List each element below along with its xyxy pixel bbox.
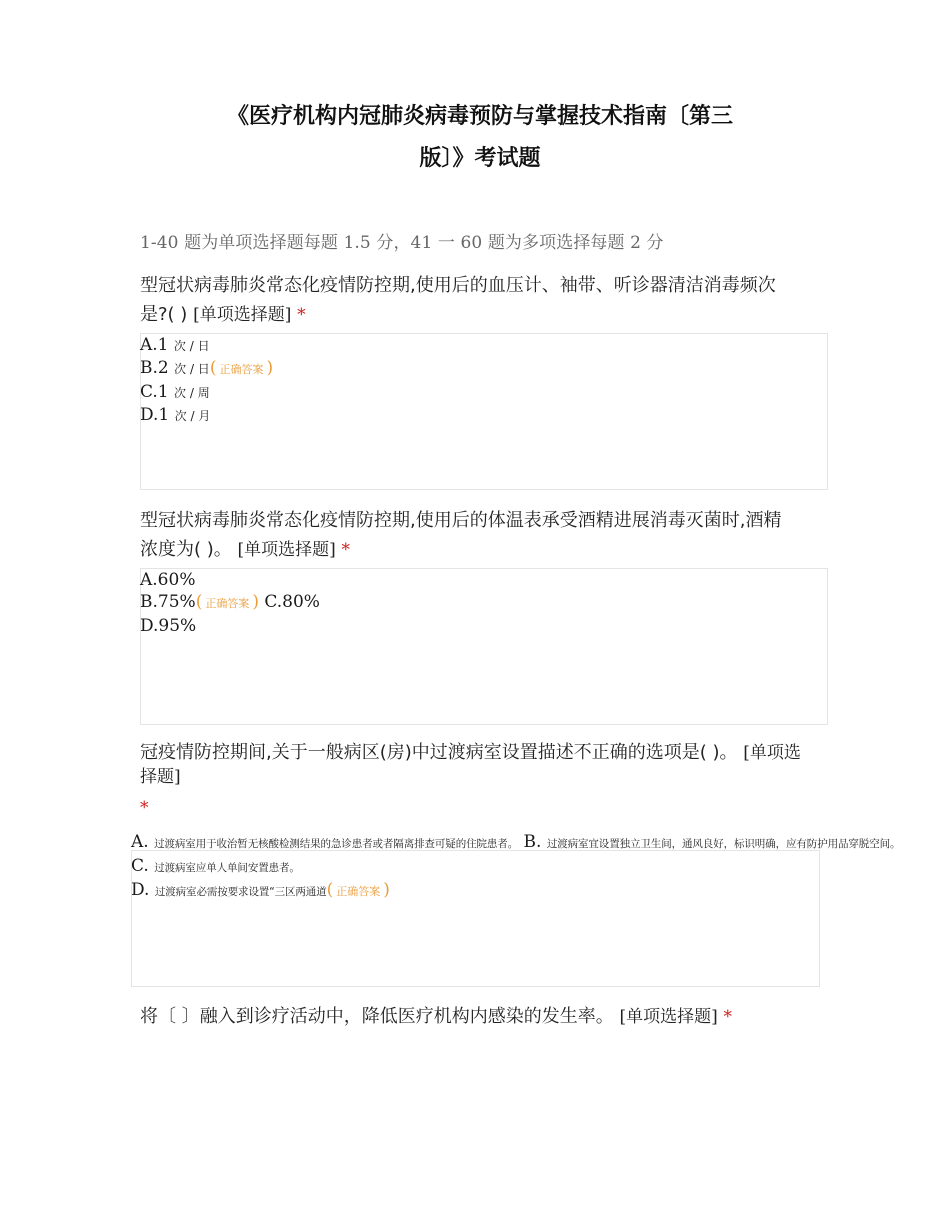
option-b[interactable]: B.75% [140,592,196,612]
option-text: 次 / 月 [174,409,211,423]
question-2-text-end: 浓度为( )。 [140,539,232,560]
option-c[interactable] [140,381,273,404]
option-letter: C.1 [140,382,169,402]
question-3-options [131,831,900,903]
option-letter: B. [523,832,542,852]
option-c[interactable]: C.80% [264,592,320,612]
answer-paren-open: ( [326,880,334,900]
question-3-text-line-2 [140,765,801,789]
option-a[interactable] [131,832,518,852]
answer-paren-close: ) [252,592,259,612]
answer-paren-close: ) [266,358,274,378]
exam-title [200,96,760,180]
question-3 [140,741,801,789]
question-3-text-line-1 [140,741,801,765]
question-4 [140,1002,732,1032]
title-line-2: 版〕》考试题 [419,146,541,171]
question-3-text: 冠疫情防控期间,关于一般病区(房)中过渡病室设置描述不正确的选项是( )。 [140,742,738,763]
option-letter: A.1 [140,335,169,355]
option-text: 次 / 日 [173,339,210,353]
question-2-options [140,569,320,637]
option-letter: C. [131,856,149,876]
option-b-c-line [140,591,320,615]
question-type-tag-end: 择题] [140,767,181,787]
question-4-text-line-1 [140,1002,732,1032]
option-d[interactable] [140,404,273,427]
option-text: 次 / 周 [174,386,210,400]
correct-answer-label: 正确答案 [219,363,264,376]
required-mark: * [341,540,351,560]
answer-paren-open: ( [209,358,217,378]
scoring-instructions: 1-40 题为单项选择题每题 1.5 分，41 一 60 题为多项选择每题 2 分 [140,233,664,253]
option-letter: B.2 [140,358,169,378]
option-letter: D. [131,880,150,900]
option-text: 过渡病室必需按要求设置“三区两通道 [154,886,327,898]
question-1-text-end: 是?( ) [140,304,188,325]
option-c[interactable] [131,855,900,879]
option-letter: A. [131,832,149,852]
correct-answer-label: 正确答案 [336,885,381,898]
required-mark: * [140,798,149,818]
title-line-1: 《医疗机构内冠肺炎病毒预防与掌握技术指南〔第三 [226,104,733,129]
question-type-tag: [单项选择题] [193,305,292,325]
question-type-tag: [单项选 [743,743,801,763]
option-text: 过渡病室应单人单间安置患者。 [154,862,300,874]
option-d[interactable]: D.95% [140,616,197,636]
question-2-text-line-1: 型冠状病毒肺炎常态化疫情防控期,使用后的体温表承受酒精进展消毒灭菌时,酒精 [140,510,782,531]
question-1-text-line-2 [140,300,776,330]
option-letter: D.1 [140,405,170,425]
option-d[interactable] [131,879,900,903]
question-2 [140,506,781,565]
answer-paren-close: ) [383,880,390,900]
option-text: 次 / 日 [174,362,210,376]
option-b[interactable] [524,832,901,852]
option-text: 过渡病室用于收治暂无核酸检测结果的急诊患者或者隔离排查可疑的住院患者。 [154,838,519,850]
question-type-tag: [单项选择题] [619,1007,718,1027]
question-2-text-line-2 [140,535,781,565]
option-a-b-line [131,831,900,855]
question-1-text-line-1: 型冠状病毒肺炎常态化疫情防控期,使用后的血压计、袖带、听诊器清洁消毒频次 [140,275,776,296]
correct-answer-label: 正确答案 [205,597,250,610]
question-1 [140,271,776,330]
required-mark: * [297,305,306,325]
option-a[interactable]: A.60% [140,570,196,590]
question-4-text: 将〔 〕融入到诊疗活动中，降低医疗机构内感染的发生率。 [140,1006,614,1027]
question-type-tag: [单项选择题] [237,540,336,560]
question-1-options [140,334,273,427]
required-mark: * [723,1007,732,1027]
option-a[interactable] [140,334,273,357]
option-text: 过渡病室宜设置独立卫生间，通风良好，标识明确，应有防护用品穿脱空间。 [546,838,901,850]
option-b[interactable] [140,357,273,381]
answer-paren-open: ( [195,592,203,612]
